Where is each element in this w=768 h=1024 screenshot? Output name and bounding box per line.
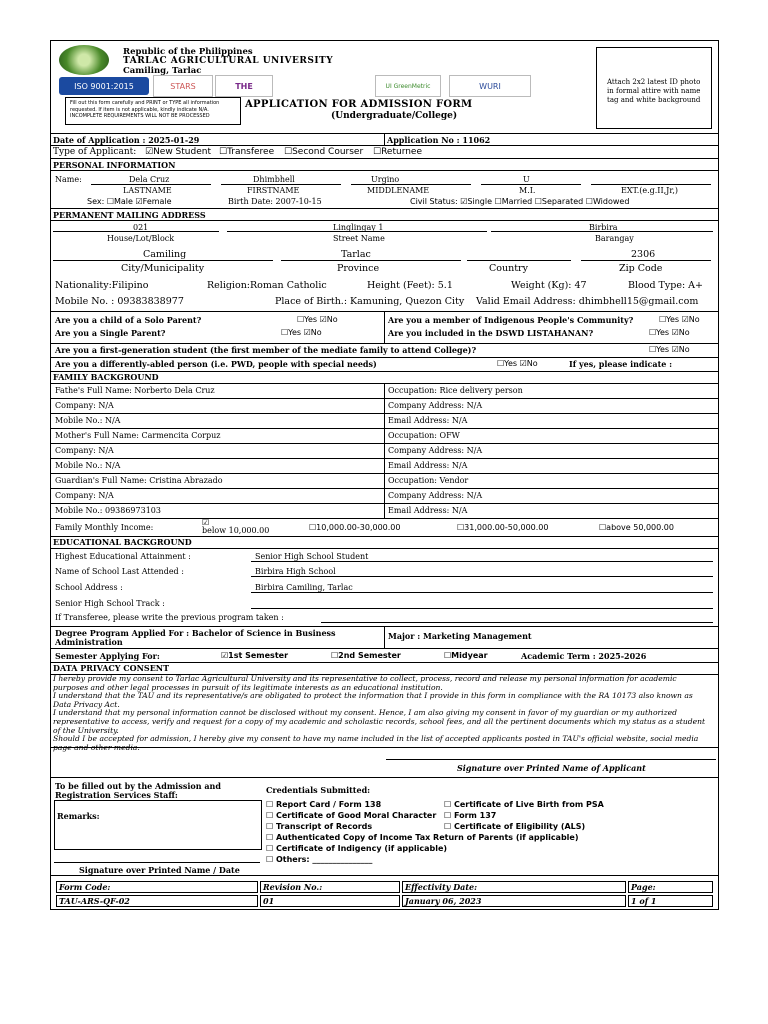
personal-section-title: PERSONAL INFORMATION <box>53 160 176 170</box>
semester-row <box>51 648 718 662</box>
academic-term: Academic Term : 2025-2026 <box>521 651 647 661</box>
type-new-student[interactable]: ☑New Student <box>145 147 211 157</box>
family-right-cell[interactable]: Company Address: N/A <box>388 401 483 410</box>
nationality-field[interactable]: Nationality:Filipino <box>55 280 149 291</box>
income-row <box>51 518 718 536</box>
ip-answer[interactable]: ☐Yes ☑No <box>659 315 700 324</box>
middlename-label: MIDDLENAME <box>367 186 430 195</box>
wuri-logo: WURI <box>449 75 531 97</box>
republic-text: Republic of the Philippines <box>123 47 253 57</box>
civil-status-field[interactable]: Civil Status: ☑Single ☐Married ☐Separated ☐Widowed <box>410 197 630 206</box>
instruction-note: Fill out this form carefully and PRINT or TYPE all information requested. If item is not applicable, kindly indicate N/A. INCOMPLETE REQUIREMENTS WILL NOT BE PROCESSED <box>65 97 241 125</box>
family-row <box>51 413 718 428</box>
form-header <box>51 41 718 134</box>
question-row-4 <box>51 357 718 371</box>
remarks-box[interactable] <box>54 800 262 850</box>
application-date: Date of Application : 2025-01-29 <box>53 135 200 145</box>
mobile-field[interactable]: Mobile No. : 09383838977 <box>55 296 184 307</box>
second-semester-option[interactable]: ☐2nd Semester <box>331 651 401 660</box>
question-row-3 <box>51 343 718 357</box>
family-right-cell[interactable]: Company Address: N/A <box>388 491 483 500</box>
income-above-50k[interactable]: ☐above 50,000.00 <box>599 523 674 532</box>
dswd-question: Are you included in the DSWD LISTAHANAN? <box>388 328 594 338</box>
religion-field[interactable]: Religion:Roman Catholic <box>207 280 327 291</box>
type-second-courser[interactable]: ☐Second Courser <box>284 147 364 157</box>
form-code-header: Form Code: <box>56 881 258 893</box>
address-section-title: PERMANENT MAILING ADDRESS <box>53 210 206 220</box>
pwd-answer[interactable]: ☐Yes ☑No <box>497 359 538 368</box>
income-31k-50k[interactable]: ☐31,000.00-50,000.00 <box>457 523 549 532</box>
iso-logo: ISO 9001:2015 <box>59 77 149 95</box>
credential-report-card[interactable]: ☐ Report Card / Form 138 <box>266 800 382 809</box>
family-section-header <box>51 371 718 383</box>
program-row <box>51 626 718 648</box>
university-location: Camiling, Tarlac <box>123 66 202 76</box>
privacy-paragraph: I understand that my personal information cannot be disclosed without my consent. Hence, I am also giving my consent in favor of my guardian or my authorized representative to access, verify and request for a copy of my academic and scholastic records, school fees, and all the pertinent documents which my status as a student of the University. <box>53 708 706 735</box>
family-row <box>51 473 718 488</box>
school-value[interactable]: Birbira High School <box>255 567 336 576</box>
credential-transcript[interactable]: ☐ Transcript of Records <box>266 822 373 831</box>
ext-label: EXT.(e.g.II,Jr,) <box>621 186 678 195</box>
form-code-header-row <box>56 881 713 893</box>
school-address-value[interactable]: Birbira Camiling, Tarlac <box>255 583 353 592</box>
effectivity-value: January 06, 2023 <box>402 895 626 907</box>
major-field[interactable]: Major : Marketing Management <box>388 631 532 641</box>
university-name: TARLAC AGRICULTURAL UNIVERSITY <box>123 56 334 66</box>
lastname-label: LASTNAME <box>123 186 172 195</box>
zip-label: Zip Code <box>619 263 663 274</box>
family-right-cell[interactable]: Email Address: N/A <box>388 506 468 515</box>
street-label: Street Name <box>333 234 385 243</box>
credentials-label: Credentials Submitted: <box>266 785 371 795</box>
family-section-title: FAMILY BACKGROUND <box>53 372 159 382</box>
family-row <box>51 443 718 458</box>
education-row <box>51 580 718 596</box>
birthdate-field[interactable]: Birth Date: 2007-10-15 <box>228 197 322 206</box>
transferee-label: If Transferee, please write the previous program taken : <box>55 613 284 622</box>
dswd-answer[interactable]: ☐Yes ☑No <box>649 328 690 337</box>
family-right-cell[interactable]: Occupation: OFW <box>388 431 460 440</box>
street-value[interactable]: Linglingay 1 <box>333 223 384 232</box>
application-number: Application No : 11062 <box>387 135 491 145</box>
privacy-section-header <box>51 662 718 674</box>
first-gen-answer[interactable]: ☐Yes ☑No <box>649 345 690 354</box>
family-right-cell[interactable]: Email Address: N/A <box>388 461 468 470</box>
form-code-table <box>54 879 715 909</box>
credential-others[interactable]: ☐ Others: _______________ <box>266 855 373 864</box>
first-gen-question: Are you a first-generation student (the first member of the mediate family to attend College)? <box>55 345 477 355</box>
remarks-label: Remarks: <box>57 811 100 821</box>
photo-box: Attach 2x2 latest ID photo in formal attire with name tag and white background <box>596 47 712 129</box>
question-row-1 <box>51 311 718 327</box>
midyear-option[interactable]: ☐Midyear <box>444 651 488 660</box>
university-seal-logo <box>59 45 109 75</box>
family-left-cell[interactable]: Mobile No.: 09386973103 <box>55 506 161 515</box>
house-value[interactable]: 021 <box>133 223 149 232</box>
privacy-paragraph: I understand that the TAU and its representative/s are obligated to protect the information that I provide in this form in compliance with the RA 10173 also known as Data Privacy Act. <box>53 691 693 709</box>
form-code-value: TAU-ARS-QF-02 <box>56 895 258 907</box>
credential-birth-certificate[interactable]: ☐ Certificate of Live Birth from PSA <box>444 800 604 809</box>
zip-value[interactable]: 2306 <box>631 249 656 260</box>
name-block <box>51 170 718 208</box>
province-value[interactable]: Tarlac <box>341 249 371 260</box>
firstname-value[interactable]: Dhimbhell <box>253 175 295 184</box>
degree-program[interactable]: Degree Program Applied For : Bachelor of Science in Business Administration <box>55 628 336 647</box>
admission-form <box>50 40 719 910</box>
credential-indigency[interactable]: ☐ Certificate of Indigency (if applicable) <box>266 844 448 853</box>
firstname-label: FIRSTNAME <box>247 186 300 195</box>
country-label: Country <box>489 263 528 274</box>
applicant-signature-label: Signature over Printed Name of Applicant <box>457 763 646 773</box>
family-row <box>51 383 718 398</box>
family-left-cell[interactable]: Fathe's Full Name: Norberto Dela Cruz <box>55 386 215 395</box>
city-label: City/Municipality <box>121 263 205 274</box>
form-title: APPLICATION FOR ADMISSION FORM <box>245 99 473 110</box>
income-below-10k-label: below 10,000.00 <box>202 526 270 535</box>
family-row <box>51 488 718 503</box>
middlename-value[interactable]: Urgino <box>371 175 400 184</box>
ip-question: Are you a member of Indigenous People's Community? <box>388 315 634 325</box>
sex-field[interactable]: Sex: ☐Male ☑Female <box>87 197 172 206</box>
barangay-value[interactable]: Birbira <box>589 223 618 232</box>
barangay-label: Barangay <box>595 234 634 243</box>
blood-type-field[interactable]: Blood Type: A+ <box>628 280 704 291</box>
family-left-cell[interactable]: Mobile No.: N/A <box>55 416 121 425</box>
stars-logo: STARS <box>153 75 213 97</box>
privacy-paragraph: I hereby provide my consent to Tarlac Agricultural University and its representative to collect, process, record and release my personal information for academic purposes and other legal processes in pursuit of its legitimate interests as an educational institution. <box>53 674 677 692</box>
credential-als-eligibility[interactable]: ☐ Certificate of Eligibility (ALS) <box>444 822 586 831</box>
education-row <box>51 612 718 626</box>
family-row <box>51 428 718 443</box>
attainment-label: Highest Educational Attainment : <box>55 552 191 561</box>
privacy-consent-text <box>53 675 713 752</box>
revision-header: Revision No.: <box>260 881 400 893</box>
income-10k-30k[interactable]: ☐10,000.00-30,000.00 <box>309 523 401 532</box>
solo-parent-child-answer[interactable]: ☐Yes ☑No <box>297 315 338 324</box>
semester-label: Semester Applying For: <box>55 651 160 661</box>
birthplace-field[interactable]: Place of Birth.: Kamuning, Quezon City <box>275 296 465 307</box>
pwd-question: Are you a differently-abled person (i.e. PWD, people with special needs) <box>55 359 377 369</box>
address-line-1 <box>51 220 718 244</box>
applicant-signature-row <box>51 747 718 777</box>
greenmetric-logo: UI GreenMetric <box>375 75 441 97</box>
mi-label: M.I. <box>519 186 536 195</box>
family-right-cell[interactable]: Occupation: Rice delivery person <box>388 386 523 395</box>
family-row <box>51 398 718 413</box>
applicant-type-label: Type of Applicant: <box>53 147 137 157</box>
credential-income-tax-return[interactable]: ☐ Authenticated Copy of Income Tax Return of Parents (if applicable) <box>266 833 579 842</box>
mi-value[interactable]: U <box>523 175 530 184</box>
credential-form-137[interactable]: ☐ Form 137 <box>444 811 497 820</box>
contact-row <box>51 294 718 311</box>
first-semester-option[interactable]: ☑1st Semester <box>221 651 289 660</box>
lastname-value[interactable]: Dela Cruz <box>129 175 170 184</box>
city-value[interactable]: Camiling <box>143 249 187 260</box>
type-returnee[interactable]: ☐Returnee <box>373 147 423 157</box>
education-section-title: EDUCATIONAL BACKGROUND <box>53 537 192 547</box>
privacy-paragraph: Should I be accepted for admission, I hereby give my consent to have my name included in the list of accepted applicants posted in TAU's official website, social media page and other media. <box>53 734 699 752</box>
revision-value: 01 <box>260 895 400 907</box>
education-row <box>51 564 718 580</box>
staff-section-title: To be filled out by the Admission and Registration Services Staff: <box>55 781 221 800</box>
attainment-value[interactable]: Senior High School Student <box>255 552 369 561</box>
weight-field[interactable]: Weight (Kg): 47 <box>511 280 587 291</box>
application-row <box>51 133 718 145</box>
income-label: Family Monthly Income: <box>55 523 154 532</box>
education-row <box>51 596 718 612</box>
family-left-cell[interactable]: Company: N/A <box>55 401 114 410</box>
question-row-2 <box>51 327 718 343</box>
the-logo: THE <box>215 75 273 97</box>
name-label: Name: <box>55 175 82 184</box>
single-parent-answer[interactable]: ☐Yes ☑No <box>281 328 322 337</box>
family-right-cell[interactable]: Occupation: Vendor <box>388 476 469 485</box>
family-row <box>51 458 718 473</box>
email-field[interactable]: Valid Email Address: dhimbhell15@gmail.com <box>476 296 699 307</box>
education-row <box>51 548 718 564</box>
solo-parent-child-question: Are you a child of a Solo Parent? <box>55 315 202 325</box>
effectivity-header: Effectivity Date: <box>402 881 626 893</box>
school-label: Name of School Last Attended : <box>55 567 184 576</box>
family-right-cell[interactable]: Email Address: N/A <box>388 416 468 425</box>
personal-section-header <box>51 158 718 170</box>
page-value: 1 of 1 <box>628 895 713 907</box>
single-parent-question: Are you a Single Parent? <box>55 328 166 338</box>
privacy-section-title: DATA PRIVACY CONSENT <box>53 663 170 673</box>
personal-details-row <box>51 276 718 294</box>
family-row <box>51 503 718 518</box>
family-left-cell[interactable]: Company: N/A <box>55 491 114 500</box>
form-subtitle: (Undergraduate/College) <box>331 111 458 121</box>
family-left-cell[interactable]: Mother's Full Name: Carmencita Corpuz <box>55 431 221 440</box>
family-left-cell[interactable]: Mobile No.: N/A <box>55 461 121 470</box>
school-address-label: School Address : <box>55 583 123 592</box>
province-label: Province <box>337 263 380 274</box>
address-section-header <box>51 208 718 220</box>
form-code-value-row <box>56 895 713 907</box>
pwd-indicate-label: If yes, please indicate : <box>569 359 673 369</box>
address-line-2 <box>51 244 718 276</box>
education-section-header <box>51 536 718 548</box>
type-transferee[interactable]: ☐Transferee <box>219 147 275 157</box>
track-label: Senior High School Track : <box>55 599 165 608</box>
family-right-cell[interactable]: Company Address: N/A <box>388 446 483 455</box>
income-below-10k-checkbox[interactable]: ☑ <box>202 518 210 527</box>
height-field[interactable]: Height (Feet): 5.1 <box>367 280 453 291</box>
applicant-type-row <box>51 145 718 158</box>
family-left-cell[interactable]: Guardian's Full Name: Cristina Abrazado <box>55 476 223 485</box>
staff-signature-label: Signature over Printed Name / Date <box>79 865 240 875</box>
page-header: Page: <box>628 881 713 893</box>
house-label: House/Lot/Block <box>107 234 175 243</box>
family-left-cell[interactable]: Company: N/A <box>55 446 114 455</box>
credential-good-moral[interactable]: ☐ Certificate of Good Moral Character <box>266 811 437 820</box>
